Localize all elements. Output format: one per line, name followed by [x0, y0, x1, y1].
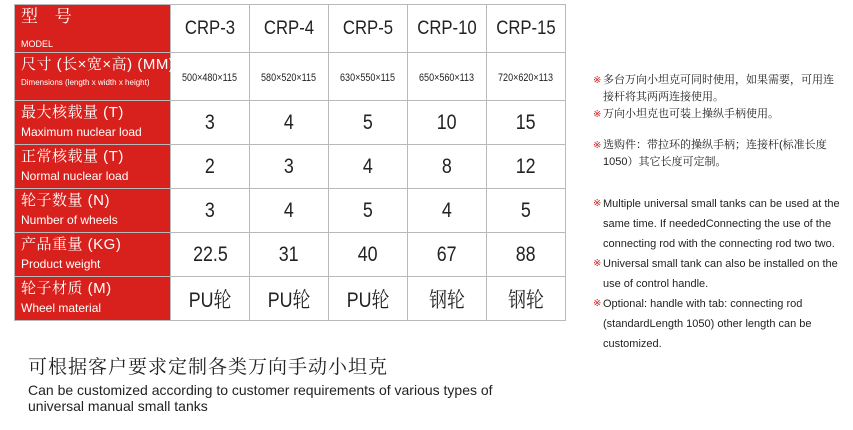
table-cell: 5 — [487, 189, 566, 233]
note-en: ※ Universal small tank can also be installed on the use of control handle. — [593, 254, 845, 294]
row-label-en: Product weight — [21, 257, 101, 271]
row-label-en: Normal nuclear load — [21, 169, 129, 183]
row-label-cell — [15, 189, 171, 233]
notes-en — [593, 194, 845, 354]
table-cell: 500×480×115 — [171, 53, 250, 101]
note-en: ※ Multiple universal small tanks can be used at the same time. If neededConnecting the use of the connecting rod with the connecting rod two two. — [593, 194, 845, 254]
table-cell: 67 — [408, 233, 487, 277]
table-cell: 3 — [171, 101, 250, 145]
row-label-en: Maximum nuclear load — [21, 125, 142, 139]
footer-title-cn: 可根据客户要求定制各类万向手动小坦克 — [28, 357, 389, 378]
table-cell: PU轮 — [250, 277, 329, 321]
row-label-cell — [15, 53, 175, 101]
table-cell: PU轮 — [329, 277, 408, 321]
table-cell: 钢轮 — [408, 277, 487, 321]
row-label-cell — [15, 101, 171, 145]
table-cell: 8 — [408, 145, 487, 189]
table-cell: 钢轮 — [487, 277, 566, 321]
model-label-en: MODEL — [21, 39, 54, 49]
model-label-cn: 型 号 — [21, 7, 78, 26]
notes-cn — [593, 72, 843, 171]
table-cell: 3 — [171, 189, 250, 233]
table-cell: 650×560×113 — [408, 53, 487, 101]
row-label-cell — [15, 145, 171, 189]
column-header: CRP-5 — [329, 5, 408, 53]
table-row — [15, 101, 566, 145]
table-cell: 22.5 — [171, 233, 250, 277]
table-cell: 3 — [250, 145, 329, 189]
table-cell: PU轮 — [171, 277, 250, 321]
table-row — [15, 277, 566, 321]
table-cell: 720×620×113 — [487, 53, 566, 101]
footer-title-en: Can be customized according to customer requirements of various types of universal manual small tanks — [28, 382, 493, 414]
spec-table — [14, 4, 566, 321]
model-label-cell — [15, 5, 171, 53]
note-cn: ※ 多台万向小坦克可同时使用，如果需要，可用连接杆将其两两连接使用。 — [593, 74, 834, 103]
row-label-cell — [15, 277, 171, 321]
table-cell: 5 — [329, 101, 408, 145]
table-cell: 4 — [329, 145, 408, 189]
reference-mark-icon: ※ — [593, 75, 602, 86]
table-cell: 630×550×115 — [329, 53, 408, 101]
row-label-cn: 最大核载量 (T) — [21, 104, 124, 121]
table-cell: 31 — [250, 233, 329, 277]
note-cn: ※ 选购件：带拉环的操纵手柄；连接杆(标准长度1050）其它长度可定制。 — [593, 139, 827, 168]
table-row — [15, 233, 566, 277]
note-cn: ※ 万向小坦克也可装上操纵手柄使用。 — [593, 106, 843, 123]
row-label-cn: 尺寸 (长×宽×高) (MM) — [21, 56, 175, 73]
reference-mark-icon: ※ — [593, 198, 602, 209]
row-label-en: Number of wheels — [21, 213, 118, 227]
reference-mark-icon: ※ — [593, 109, 602, 120]
column-header: CRP-15 — [487, 5, 566, 53]
row-label-cell — [15, 233, 171, 277]
table-cell: 2 — [171, 145, 250, 189]
table-cell: 4 — [250, 189, 329, 233]
table-cell: 4 — [250, 101, 329, 145]
reference-mark-icon: ※ — [593, 140, 602, 151]
table-cell: 580×520×115 — [250, 53, 329, 101]
reference-mark-icon: ※ — [593, 298, 602, 309]
row-label-en: Dimensions (length x width x height) — [21, 78, 150, 87]
column-header: CRP-10 — [408, 5, 487, 53]
table-cell: 40 — [329, 233, 408, 277]
column-header: CRP-3 — [171, 5, 250, 53]
note-en: ※ Optional: handle with tab: connecting rod (standardLength 1050) other length can be customized. — [593, 294, 845, 354]
table-cell: 5 — [329, 189, 408, 233]
row-label-cn: 轮子材质 (M) — [21, 280, 112, 297]
table-row — [15, 53, 566, 101]
table-header-row — [15, 5, 566, 53]
table-cell: 88 — [487, 233, 566, 277]
table-row — [15, 145, 566, 189]
reference-mark-icon: ※ — [593, 258, 602, 269]
row-label-cn: 轮子数量 (N) — [21, 192, 110, 209]
row-label-cn: 正常核载量 (T) — [21, 148, 124, 165]
table-row — [15, 189, 566, 233]
table-cell: 4 — [408, 189, 487, 233]
row-label-en: Wheel material — [21, 301, 102, 315]
column-header: CRP-4 — [250, 5, 329, 53]
row-label-cn: 产品重量 (KG) — [21, 236, 122, 253]
table-cell: 10 — [408, 101, 487, 145]
table-cell: 12 — [487, 145, 566, 189]
table-cell: 15 — [487, 101, 566, 145]
